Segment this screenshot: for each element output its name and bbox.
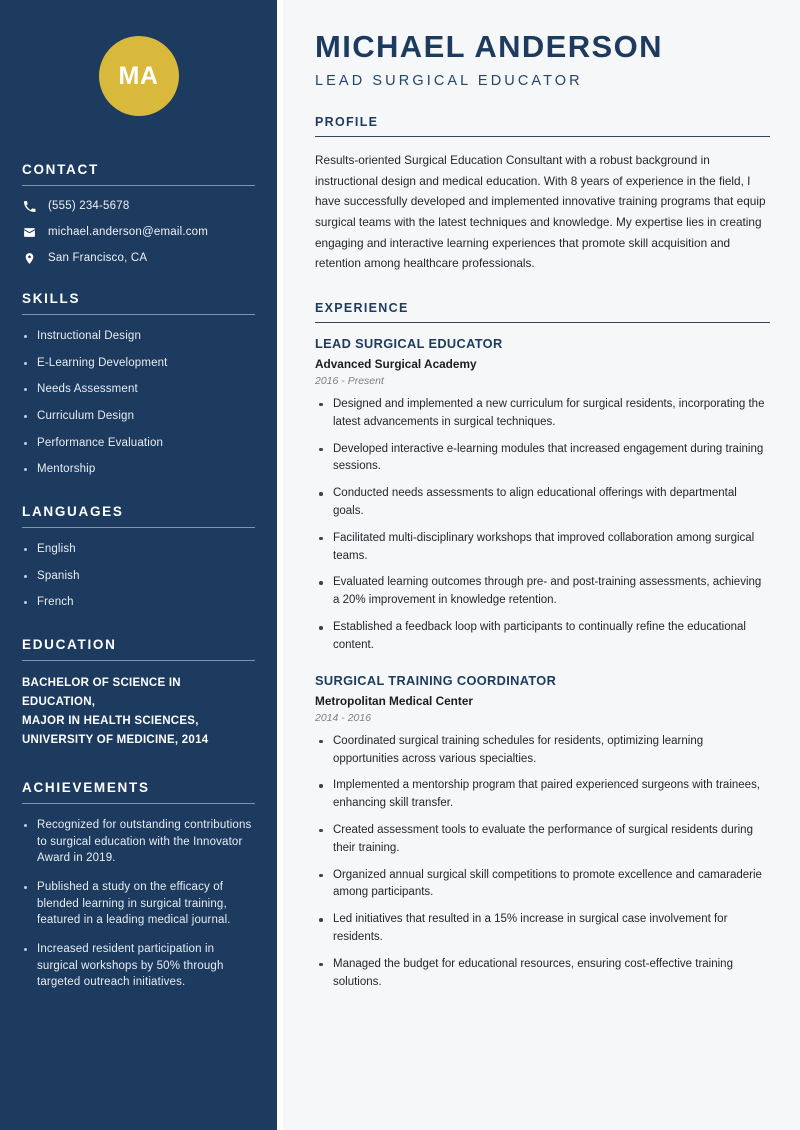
list-item: Conducted needs assessments to align educational offerings with departmental goals. [315, 485, 770, 521]
profile-heading: PROFILE [315, 115, 379, 130]
achievements-list [22, 817, 255, 991]
contact-heading: CONTACT [22, 162, 99, 177]
profile-section [315, 115, 770, 274]
contact-email-value: michael.anderson@email.com [48, 226, 209, 238]
avatar-container [22, 0, 255, 162]
list-item: French [22, 594, 255, 611]
list-item: Needs Assessment [22, 381, 255, 398]
achievements-heading: ACHIEVEMENTS [22, 779, 150, 795]
list-item: Instructional Design [22, 328, 255, 345]
avatar: MA [99, 36, 179, 116]
list-item: Organized annual surgical skill competitions to promote excellence and camaraderie among participants. [315, 867, 770, 903]
list-item: Developed interactive e-learning modules that increased engagement during training sessions. [315, 441, 770, 477]
experience-heading: EXPERIENCE [315, 300, 409, 315]
main-content [283, 0, 800, 1130]
location-pin-icon [22, 251, 36, 265]
education-degree-line-3: UNIVERSITY OF MEDICINE, 2014 [22, 733, 209, 746]
education-degree-line-2: MAJOR IN HEALTH SCIENCES, [22, 714, 199, 727]
profile-divider [315, 136, 770, 137]
sidebar [0, 0, 277, 1130]
education-degree-line-1: BACHELOR OF SCIENCE IN EDUCATION, [22, 677, 181, 709]
list-item: Evaluated learning outcomes through pre- and post-training assessments, achieving a 20% improvement in knowledge retention. [315, 574, 770, 610]
contact-location-value: San Francisco, CA [48, 252, 148, 264]
list-item: Designed and implemented a new curriculum for surgical residents, incorporating the latest advancements in surgical techniques. [315, 396, 770, 432]
achievements-section [22, 780, 255, 991]
education-section [22, 637, 255, 750]
job-role: SURGICAL TRAINING COORDINATOR [315, 672, 557, 688]
languages-heading: LANGUAGES [22, 504, 124, 520]
experience-section [315, 301, 770, 992]
education-heading: EDUCATION [22, 637, 117, 653]
list-item: Performance Evaluation [22, 435, 255, 452]
job-bullet-list [315, 396, 770, 655]
contact-section [22, 162, 255, 265]
contact-list [22, 199, 255, 265]
contact-item-location[interactable] [22, 251, 255, 265]
contact-item-email[interactable] [22, 225, 255, 239]
list-item: Curriculum Design [22, 408, 255, 425]
job-role: LEAD SURGICAL EDUCATOR [315, 335, 503, 351]
languages-divider [22, 527, 255, 528]
list-item: Coordinated surgical training schedules for residents, optimizing learning opportunities across various specialties. [315, 733, 770, 769]
list-item: E-Learning Development [22, 355, 255, 372]
job-company: Advanced Surgical Academy [315, 356, 477, 371]
job-dates: 2014 - 2016 [315, 711, 372, 724]
experience-entry [315, 336, 770, 655]
page-title: MICHAEL ANDERSON [315, 29, 663, 64]
list-item: Facilitated multi-disciplinary workshops that improved collaboration among surgical teams. [315, 530, 770, 566]
list-item: Spanish [22, 568, 255, 585]
languages-section [22, 504, 255, 611]
list-item: Published a study on the efficacy of blended learning in surgical training, featured in a leading medical journal. [22, 879, 255, 929]
achievements-divider [22, 803, 255, 804]
list-item: Managed the budget for educational resources, ensuring cost-effective training solutions. [315, 956, 770, 992]
list-item: Led initiatives that resulted in a 15% increase in surgical case involvement for residents. [315, 911, 770, 947]
skills-heading: SKILLS [22, 291, 81, 306]
contact-divider [22, 185, 255, 186]
list-item: English [22, 541, 255, 558]
experience-entry [315, 673, 770, 992]
education-divider [22, 660, 255, 661]
list-item: Mentorship [22, 461, 255, 478]
list-item: Created assessment tools to evaluate the performance of surgical residents during their training. [315, 822, 770, 858]
job-dates: 2016 - Present [315, 374, 384, 387]
job-bullet-list [315, 733, 770, 992]
skills-section [22, 291, 255, 478]
phone-icon [22, 199, 36, 213]
list-item: Implemented a mentorship program that paired experienced surgeons with trainees, enhancing skill transfer. [315, 777, 770, 813]
experience-divider [315, 322, 770, 323]
envelope-icon [22, 225, 36, 239]
skills-list [22, 328, 255, 478]
list-item: Recognized for outstanding contributions to surgical education with the Innovator Award in 2019. [22, 817, 255, 867]
skills-divider [22, 314, 255, 315]
contact-item-phone[interactable] [22, 199, 255, 213]
job-company: Metropolitan Medical Center [315, 693, 473, 708]
headline: LEAD SURGICAL EDUCATOR [315, 73, 583, 90]
profile-text: Results-oriented Surgical Education Consultant with a robust background in instructional design and medical education. With 8 years of experience in the field, I have successfully developed and implemented innovative training programs that equip surgical teams with the latest techniques and knowledge. My expertise lies in creating engaging and interactive learning experiences that promote skill acquisition and retention among healthcare professionals. [315, 153, 766, 271]
languages-list [22, 541, 255, 611]
contact-phone-value: (555) 234-5678 [48, 200, 130, 212]
list-item: Established a feedback loop with participants to continually refine the educational content. [315, 619, 770, 655]
education-entry [22, 674, 255, 750]
list-item: Increased resident participation in surgical workshops by 50% through targeted outreach initiatives. [22, 941, 255, 991]
